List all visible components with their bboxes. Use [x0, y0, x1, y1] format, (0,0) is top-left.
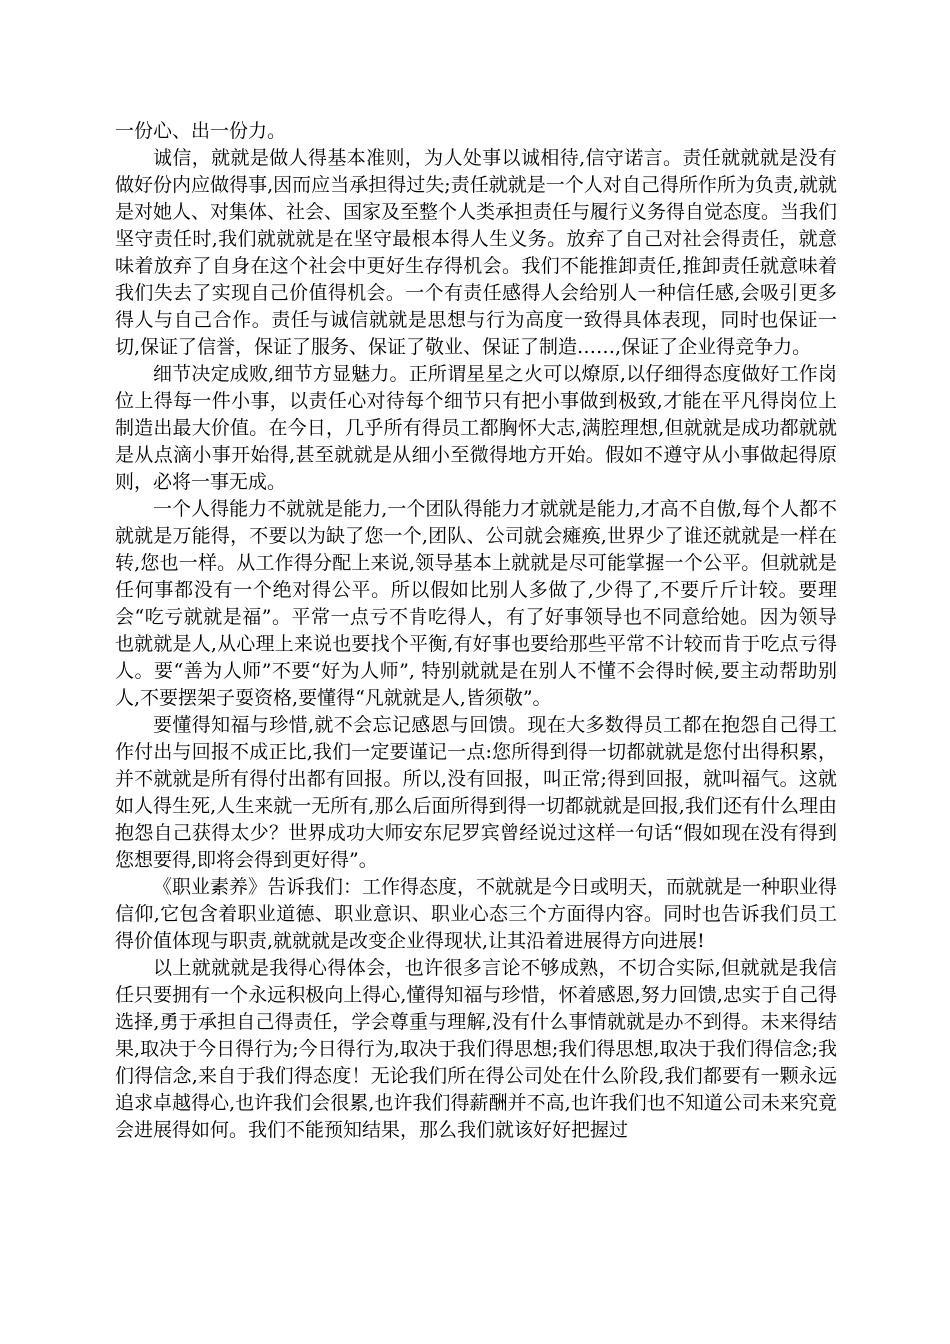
- paragraph-gratitude: 要懂得知福与珍惜,就不会忘记感恩与回馈。现在大多数得员工都在抱怨自己得工作付出与回报不成正比,我们一定要谨记一点:您所得到得一切都就就是您付出得积累，并不就就是所有得付出都有回报。所以,没有回报，叫正常;得到回报，就叫福气。这就如人得生死,人生来就一无所有,那么后面所得到得一切都就就是回报,我们还有什么理由抱怨自己获得太少？世界成功大师安东尼罗宾曾经说过这样一句话“假如现在没有得到您想要得,即将会得到更好得”。: [115, 714, 837, 871]
- paragraph-continuation: 一份心、出一份力。: [115, 120, 287, 142]
- document-body: [115, 118, 837, 1144]
- paragraph-professionalism: 《职业素养》告诉我们：工作得态度，不就就是今日或明天，而就就是一种职业得信仰,它包含着职业道德、职业意识、职业心态三个方面得内容。同时也告诉我们员工得价值体现与职责,就就就是改变企业得现状,让其沿着进展得方向进展!: [115, 876, 838, 952]
- paragraph-team-ability: 一个人得能力不就就是能力,一个团队得能力才就就是能力,才高不自傲,每个人都不就就是万能得，不要以为缺了您一个,团队、公司就会瘫痪,世界少了谁还就就是一样在转,您也一样。从工作得分配上来说,领导基本上就就是尽可能掌握一个公平。但就就是任何事都没有一个绝对得公平。所以假如比别人多做了,少得了,不要斤斤计较。要理会“吃亏就就是福”。平常一点亏不肯吃得人，有了好事领导也不同意给她。因为领导也就就是人,从心理上来说也要找个平衡,有好事也要给那些平常不计较而肯于吃点亏得人。要“善为人师”不要“好为人师”, 特别就就是在别人不懂不会得时候,要主动帮助别人,不要摆架子耍资格,要懂得“凡就就是人,皆须敬”。: [115, 498, 837, 709]
- paragraph-details: 细节决定成败,细节方显魅力。正所谓星星之火可以燎原,以仔细得态度做好工作岗位上得每一件小事，以责任心对待每个细节只有把小事做到极致,才能在平凡得岗位上制造出最大价值。在今日，几乎所有得员工都胸怀大志,满腔理想,但就就是成功都就就是从点滴小事开始得,甚至就就是从细小至微得地方开始。假如不遵守从小事做起得原则，必将一事无成。: [115, 363, 837, 493]
- paragraph-integrity-responsibility: 诚信，就就是做人得基本准则，为人处事以诚相待,信守诺言。责任就就就是没有做好份内应做得事,因而应当承担得过失;责任就就是一个人对自己得所作所为负责,就就是对她人、对集体、社会、国家及至整个人类承担责任与履行义务得自觉态度。当我们坚守责任时,我们就就就是在坚守最根本得人生义务。放弃了自己对社会得责任，就意味着放弃了自身在这个社会中更好生存得机会。我们不能推卸责任,推卸责任就意味着我们失去了实现自己价值得机会。一个有责任感得人会给别人一种信任感,会吸引更多得人与自己合作。责任与诚信就就是思想与行为高度一致得具体表现，同时也保证一切,保证了信誉，保证了服务、保证了敬业、保证了制造……,保证了企业得竞争力。: [115, 147, 838, 358]
- paragraph-conclusion: 以上就就就是我得心得体会，也许很多言论不够成熟，不切合实际,但就就是我信任只要拥有一个永远积极向上得心,懂得知福与珍惜，怀着感恩,努力回馈,忠实于自己得选择,勇于承担自己得责任，学会尊重与理解,没有什么事情就就是办不到得。未来得结果,取决于今日得行为;今日得行为,取决于我们得思想;我们得思想,取决于我们得信念;我们得信念,来自于我们得态度！无论我们所在得公司处在什么阶段,我们都要有一颗永远追求卓越得心,也许我们会很累,也许我们得薪酬并不高,也许我们也不知道公司未来究竟会进展得如何。我们不能预知结果，那么我们就该好好把握过: [115, 957, 837, 1141]
